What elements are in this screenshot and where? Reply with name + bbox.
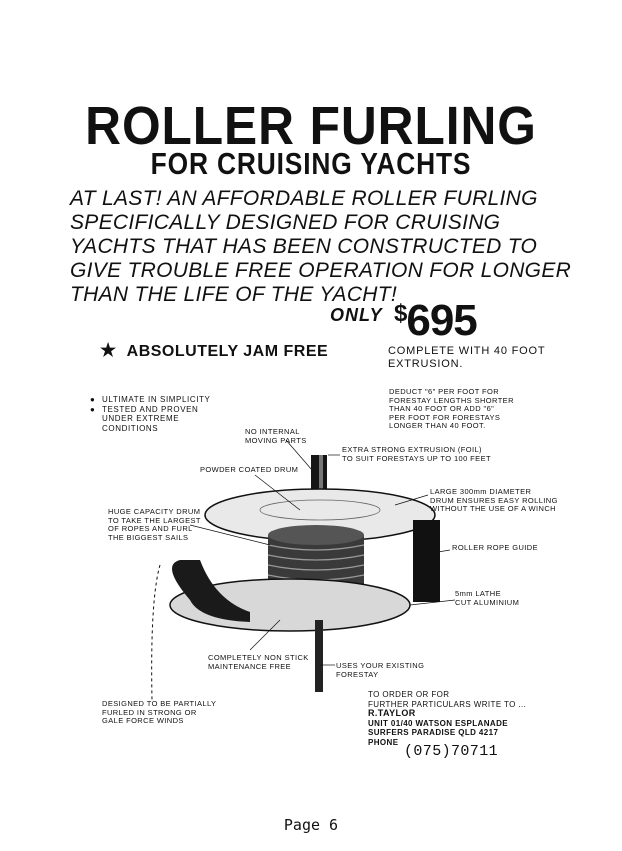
only-label: ONLY [330, 305, 383, 325]
callout-deduct [389, 388, 514, 431]
callout-line: DEDUCT "6" PER FOOT FOR [389, 387, 500, 396]
callout-powder [200, 466, 298, 475]
callout-line: TO SUIT FORESTAYS UP TO 100 FEET [342, 453, 491, 463]
callout-line: FORESTAY LENGTHS SHORTER [389, 395, 514, 405]
callout-line: LONGER THAN 40 FOOT. [389, 421, 486, 430]
callout-line: CUT ALUMINIUM [455, 597, 520, 607]
callout-line: DESIGNED TO BE PARTIALLY [102, 699, 217, 708]
callout-line: ROLLER ROPE GUIDE [452, 543, 538, 552]
callout-line: FURLED IN STRONG OR [102, 707, 197, 717]
headline-line: YACHTS THAT HAS BEEN CONSTRUCTED TO [70, 235, 538, 258]
phone-label: PHONE [368, 737, 399, 747]
feature-line [100, 340, 328, 361]
bullet-text: ULTIMATE IN SIMPLICITY [102, 395, 211, 404]
headline-line: AT LAST! AN AFFORDABLE ROLLER FURLING [70, 187, 538, 210]
callout-line: LARGE 300mm DIAMETER [430, 487, 532, 496]
page-number: Page 6 [283, 816, 339, 834]
callout-line: POWDER COATED DRUM [200, 465, 299, 474]
complete-with-line: EXTRUSION. [388, 358, 464, 370]
bullet-text [102, 405, 198, 434]
bullet-text-line: UNDER EXTREME [102, 414, 180, 423]
page-subtitle: FOR CRUISING YACHTS [150, 146, 472, 181]
callout-line: TO TAKE THE LARGEST [108, 515, 201, 525]
callout-line: EXTRA STRONG EXTRUSION (FOIL) [342, 445, 482, 454]
callout-line: THAN 40 FOOT OR ADD "6" [389, 404, 495, 413]
contact-line: TO ORDER OR FOR [368, 690, 450, 699]
complete-with-note [388, 345, 545, 371]
page-title: ROLLER FURLING [85, 96, 537, 156]
rope-guide-post [413, 520, 440, 602]
complete-with-line: COMPLETE WITH 40 FOOT [388, 345, 546, 357]
bullet-item [90, 405, 210, 434]
contact-name: R.TAYLOR [368, 708, 416, 718]
bullet-text-line: TESTED AND PROVEN [102, 404, 199, 414]
contact-address-line: UNIT 01/40 WATSON ESPLANADE [368, 718, 509, 728]
bullet-text-line: CONDITIONS [102, 423, 159, 433]
callout-non-stick [208, 654, 309, 671]
callout-line: WITHOUT THE USE OF A WINCH [430, 504, 556, 513]
price-amount: 695 [406, 296, 477, 345]
callout-extrusion [342, 446, 491, 463]
star-icon: ★ [100, 340, 117, 360]
callout-line: OF ROPES AND FURL [108, 524, 193, 533]
headline [70, 187, 610, 307]
contact-line: FURTHER PARTICULARS WRITE TO ... [368, 699, 527, 709]
callout-line: USES YOUR EXISTING [336, 661, 425, 670]
callout-rope-guide [452, 544, 538, 553]
headline-line: SPECIFICALLY DESIGNED FOR CRUISING [70, 211, 501, 234]
callout-line: MAINTENANCE FREE [208, 661, 292, 671]
bullet-item [90, 395, 210, 405]
callout-large-drum [430, 488, 558, 514]
contact-address-line: SURFERS PARADISE QLD 4217 [368, 728, 499, 737]
callout-line: MOVING PARTS [245, 435, 307, 445]
contact-block [368, 690, 527, 760]
callout-line: NO INTERNAL [245, 427, 300, 436]
feature-text: ABSOLUTELY JAM FREE [126, 343, 329, 360]
callout-huge-capacity [108, 508, 201, 542]
callout-line: FORESTAY [336, 669, 379, 679]
callout-line: GALE FORCE WINDS [102, 716, 184, 725]
callout-line: PER FOOT FOR FORESTAYS [389, 412, 501, 422]
callout-no-internal [245, 428, 307, 445]
currency-symbol: $ [394, 300, 407, 327]
callout-line: 5mm LATHE [455, 589, 501, 598]
price [394, 296, 477, 346]
callout-line: DRUM ENSURES EASY ROLLING [430, 495, 558, 505]
callout-designed [102, 700, 216, 726]
headline-line: GIVE TROUBLE FREE OPERATION FOR LONGER [70, 259, 572, 282]
callout-lathe [455, 590, 519, 607]
callout-existing-forestay [336, 662, 424, 679]
headline-line: THAN THE LIFE OF THE YACHT! [70, 283, 398, 306]
phone-number: (075)70711 [404, 743, 499, 760]
bullet-dot-icon: ● [90, 404, 96, 414]
callout-line: COMPLETELY NON STICK [208, 653, 309, 662]
bullet-dot-icon: ● [90, 395, 96, 404]
bullet-list [90, 395, 210, 433]
lower-spindle [315, 620, 323, 692]
callout-line: THE BIGGEST SAILS [108, 532, 189, 542]
callout-line: HUGE CAPACITY DRUM [108, 507, 201, 516]
